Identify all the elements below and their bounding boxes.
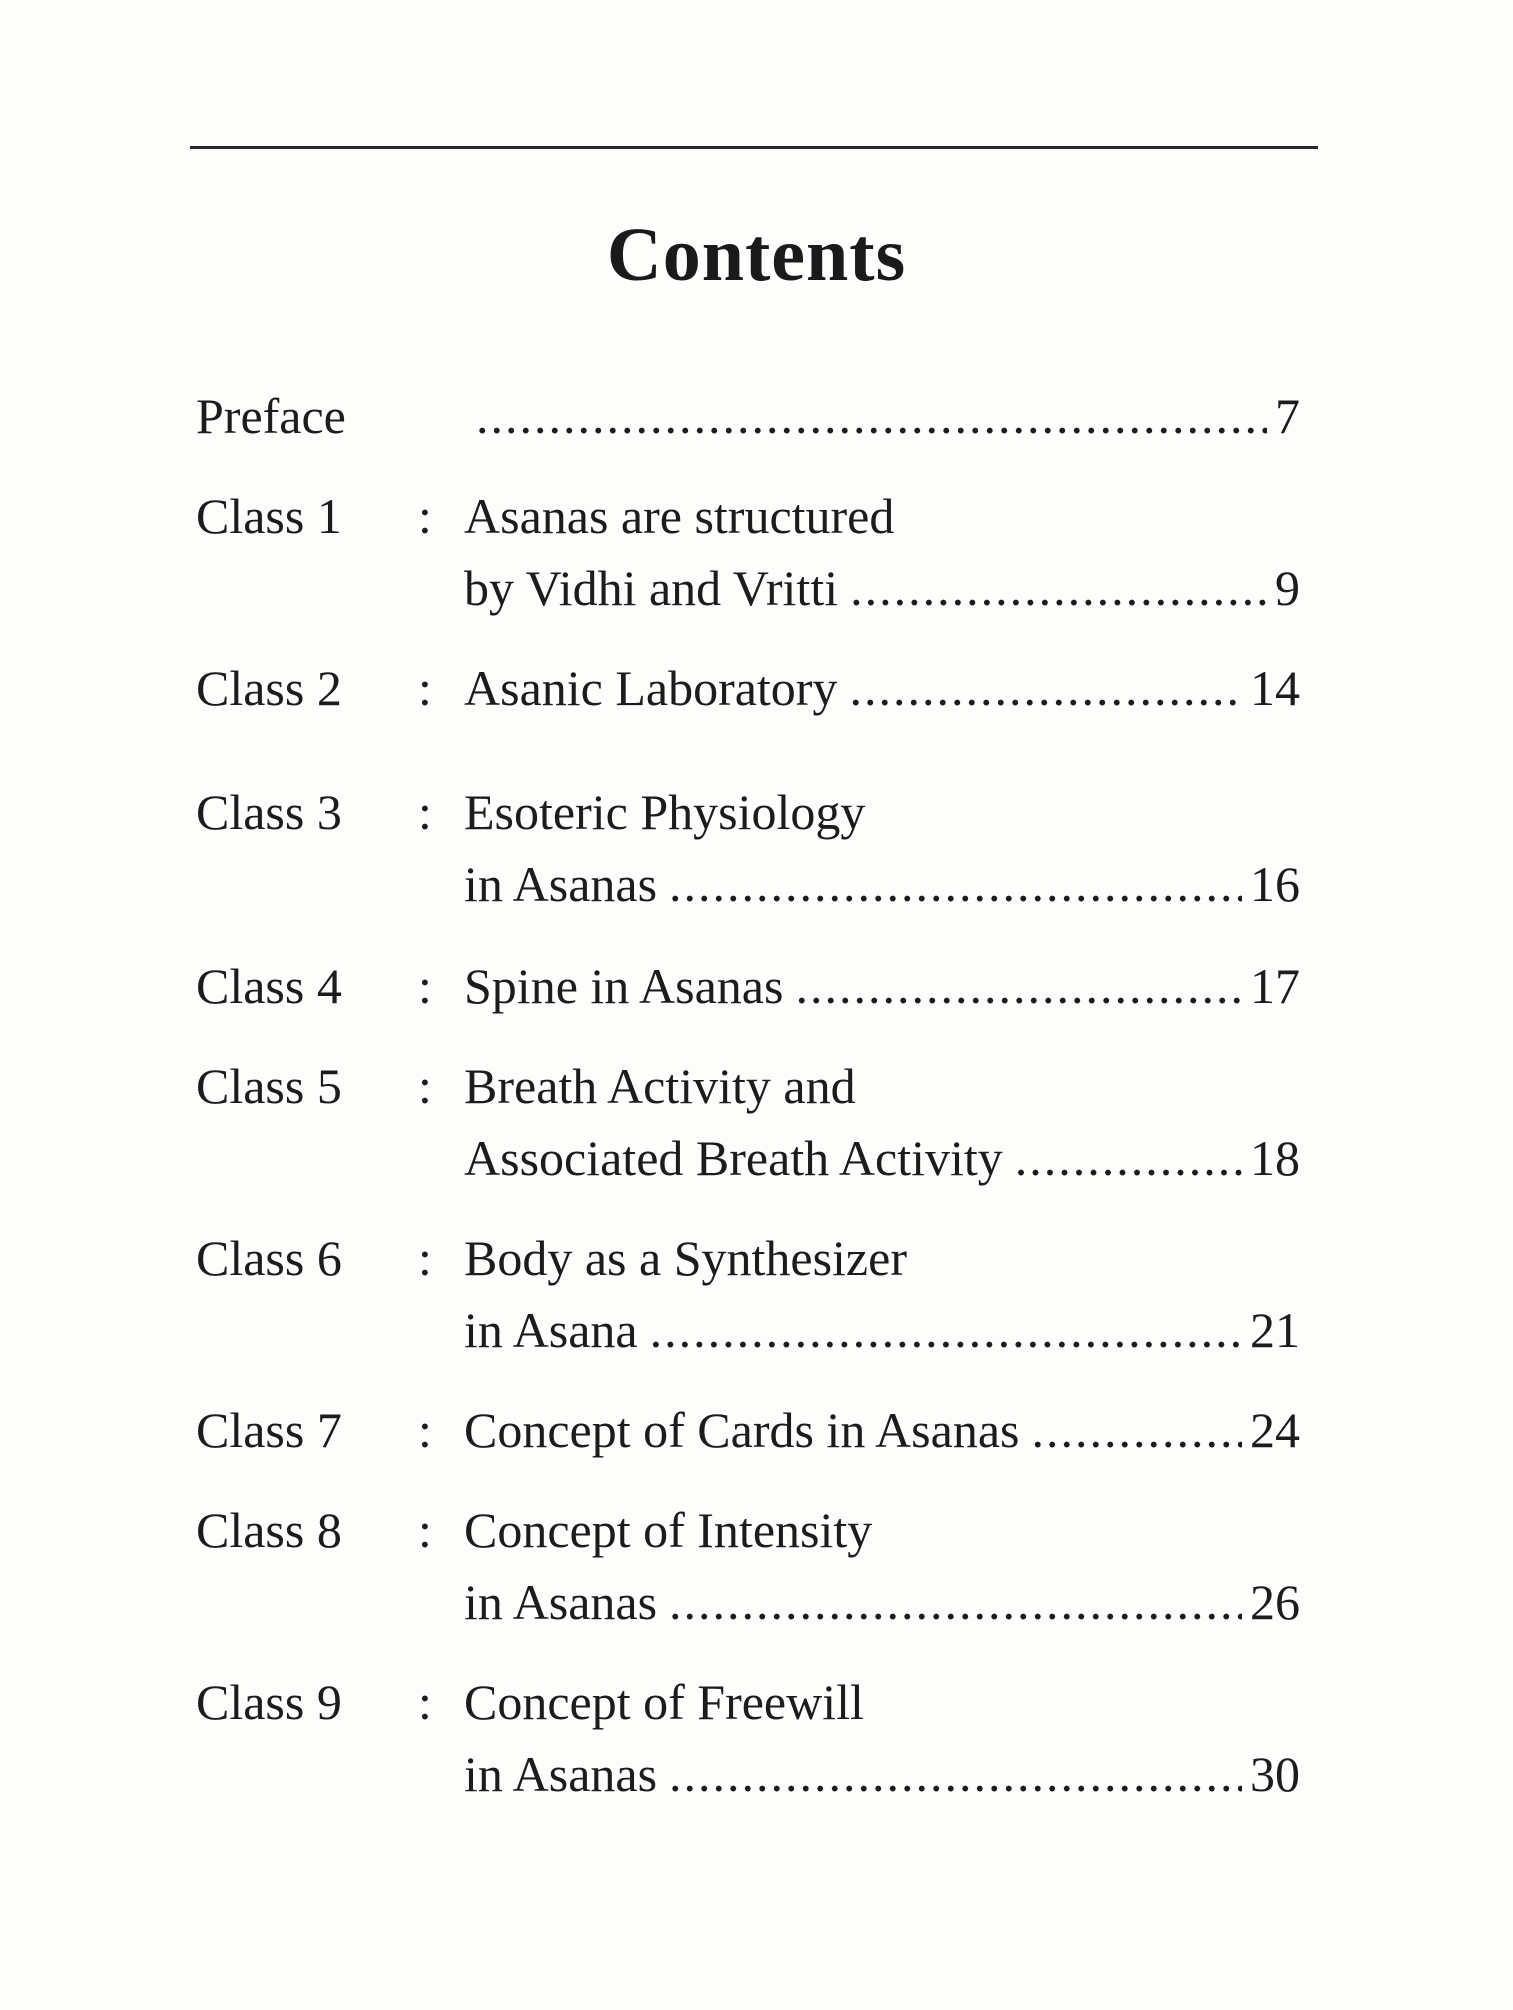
entry-title: Body as a Synthesizer bbox=[464, 1230, 907, 1286]
entry-title: in Asanas bbox=[464, 856, 658, 912]
dot-leader bbox=[849, 652, 1242, 724]
colon-separator: : bbox=[418, 958, 432, 1014]
dot-leader bbox=[650, 1294, 1242, 1366]
page-number: 17 bbox=[1250, 958, 1300, 1014]
entry-title: Asanas are structured bbox=[464, 488, 895, 544]
colon-separator: : bbox=[418, 1058, 432, 1114]
page-number: 16 bbox=[1250, 856, 1300, 912]
entry-label: Class 4 bbox=[196, 958, 342, 1014]
page-number: 26 bbox=[1250, 1574, 1300, 1630]
entry-label: Class 7 bbox=[196, 1402, 342, 1458]
entry-line bbox=[464, 1394, 1300, 1466]
top-rule bbox=[190, 146, 1318, 149]
entry-line bbox=[464, 1738, 1300, 1810]
entry-title-line bbox=[464, 1494, 1300, 1566]
entry-line bbox=[464, 552, 1300, 624]
entry-line bbox=[464, 848, 1300, 920]
entry-title: Concept of Intensity bbox=[464, 1502, 873, 1558]
entry-line bbox=[464, 1122, 1300, 1194]
colon-separator: : bbox=[418, 660, 432, 716]
dot-leader bbox=[1015, 1122, 1242, 1194]
entry-title: in Asana bbox=[464, 1302, 638, 1358]
entry-label: Class 1 bbox=[196, 488, 342, 544]
entry-title: Breath Activity and bbox=[464, 1058, 856, 1114]
entry-title: in Asanas bbox=[464, 1574, 658, 1630]
colon-separator: : bbox=[418, 1502, 432, 1558]
dot-leader bbox=[476, 380, 1267, 452]
entry-line bbox=[464, 950, 1300, 1022]
dot-leader bbox=[795, 950, 1242, 1022]
entry-label: Class 2 bbox=[196, 660, 342, 716]
dot-leader bbox=[1031, 1394, 1242, 1466]
entry-label: Class 8 bbox=[196, 1502, 342, 1558]
entry-title-line bbox=[464, 776, 1300, 848]
entry-title: Concept of Cards in Asanas bbox=[464, 1402, 1020, 1458]
entry-line bbox=[464, 1294, 1300, 1366]
entry-title: Concept of Freewill bbox=[464, 1674, 864, 1730]
page-number: 7 bbox=[1275, 388, 1300, 444]
entry-title-line bbox=[464, 480, 1300, 552]
colon-separator: : bbox=[418, 1230, 432, 1286]
dot-leader bbox=[669, 848, 1242, 920]
page-number: 18 bbox=[1250, 1130, 1300, 1186]
entry-title: by Vidhi and Vritti bbox=[464, 560, 839, 616]
colon-separator: : bbox=[418, 1402, 432, 1458]
page-number: 24 bbox=[1250, 1402, 1300, 1458]
entry-title: Esoteric Physiology bbox=[464, 784, 866, 840]
entry-title: Asanic Laboratory bbox=[464, 660, 838, 716]
page-title: Contents bbox=[606, 213, 907, 297]
page-number: 21 bbox=[1250, 1302, 1300, 1358]
entry-line bbox=[464, 380, 1300, 452]
entry-label: Class 9 bbox=[196, 1674, 342, 1730]
page-number: 9 bbox=[1275, 560, 1300, 616]
page-number: 14 bbox=[1250, 660, 1300, 716]
colon-separator: : bbox=[418, 488, 432, 544]
entry-label: Class 5 bbox=[196, 1058, 342, 1114]
entry-title-line bbox=[464, 1222, 1300, 1294]
colon-separator: : bbox=[418, 784, 432, 840]
entry-label: Class 3 bbox=[196, 784, 342, 840]
dot-leader bbox=[669, 1738, 1242, 1810]
entry-line bbox=[464, 1566, 1300, 1638]
entry-label: Preface bbox=[196, 388, 346, 444]
entry-title: in Asanas bbox=[464, 1746, 658, 1802]
entry-line bbox=[464, 652, 1300, 724]
entry-label: Class 6 bbox=[196, 1230, 342, 1286]
entry-title: Associated Breath Activity bbox=[464, 1130, 1003, 1186]
entry-title: Spine in Asanas bbox=[464, 958, 784, 1014]
page-number: 30 bbox=[1250, 1746, 1300, 1802]
entry-title-line bbox=[464, 1666, 1300, 1738]
dot-leader bbox=[669, 1566, 1242, 1638]
entry-title-line bbox=[464, 1050, 1300, 1122]
dot-leader bbox=[850, 552, 1267, 624]
colon-separator: : bbox=[418, 1674, 432, 1730]
